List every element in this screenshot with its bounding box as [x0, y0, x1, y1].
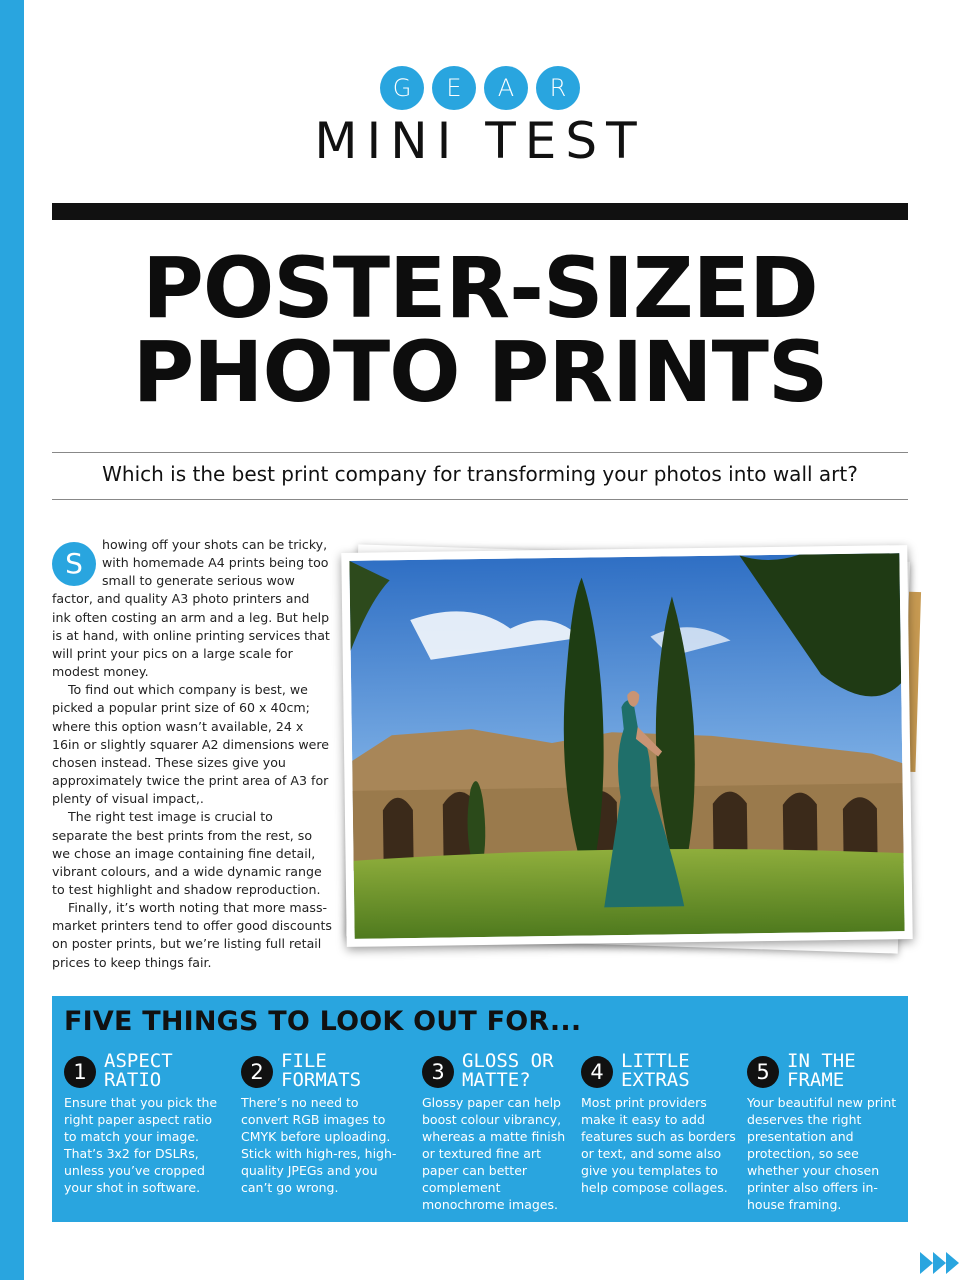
- photo-print-stack: [340, 545, 920, 965]
- test-photo: [341, 545, 912, 947]
- section-letter: E: [432, 66, 476, 110]
- tip-body: Ensure that you pick the right paper aspect ratio to match your image. That’s 3x2 for DSLRs, unless you’ve cropped your shot in software.: [64, 1095, 218, 1195]
- tip-number: 1: [64, 1056, 96, 1088]
- tip-heading: ASPECT RATIO: [104, 1050, 173, 1091]
- tip-heading: LITTLE EXTRAS: [621, 1050, 690, 1091]
- header-divider: [52, 203, 908, 220]
- standfirst: Which is the best print company for transforming your photos into wall art?: [102, 462, 858, 486]
- article-paragraph: howing off your shots can be tricky, with homemade A4 prints being too small to generate serious wow factor, and quality A3 photo printers and ink often costing an arm and a leg. But help is at hand, with online printing services that will print your pics on a large scale for modest money.: [52, 537, 330, 680]
- tip-heading: IN THE FRAME: [787, 1050, 856, 1091]
- article-paragraph: To find out which company is best, we picked a popular print size of 60 x 40cm; where this option wasn’t available, 24 x 16in or slightly squarer A2 dimensions were chosen instead. These sizes give you approximately twice the print area of A3 for plenty of visual impact,.: [52, 682, 330, 807]
- standfirst-rule-top: [52, 452, 908, 453]
- left-accent-bar: [0, 0, 24, 1280]
- tip-number: 3: [422, 1056, 454, 1088]
- tips-title: FIVE THINGS TO LOOK OUT FOR...: [64, 1006, 582, 1037]
- tip-number: 4: [581, 1056, 613, 1088]
- title-line-2: PHOTO PRINTS: [132, 323, 828, 421]
- section-letter: R: [536, 66, 580, 110]
- section-letter: G: [380, 66, 424, 110]
- tip-body: Glossy paper can help boost colour vibrancy, whereas a matte finish or textured fine art paper can better complement monochrome images.: [422, 1095, 566, 1212]
- section-letter: A: [484, 66, 528, 110]
- section-tag: [0, 66, 960, 110]
- tip-heading: GLOSS OR MATTE?: [462, 1050, 554, 1091]
- tip-body: There’s no need to convert RGB images to CMYK before uploading. Stick with high-res, high-quality JPEGs and you can’t go wrong.: [241, 1095, 397, 1195]
- tip-body: Your beautiful new print deserves the right presentation and protection, so see whether your chosen printer also offers in-house framing.: [747, 1095, 897, 1212]
- tip-number: 5: [747, 1056, 779, 1088]
- article-body: [52, 536, 332, 972]
- page-title: [0, 239, 960, 421]
- article-paragraph: The right test image is crucial to separate the best prints from the rest, so we chose an image containing fine detail, vibrant colours, and a wide dynamic range to test highlight and shadow reproduction.: [52, 809, 322, 897]
- drop-cap: S: [52, 542, 96, 586]
- tip-heading: FILE FORMATS: [281, 1050, 362, 1091]
- title-line-1: POSTER-SIZED: [142, 239, 818, 337]
- tips-box: [52, 996, 908, 1222]
- test-photo-image: [349, 553, 904, 939]
- triple-chevron-right-icon[interactable]: [920, 1252, 959, 1274]
- section-subtitle: MINI TEST: [314, 112, 646, 170]
- article-paragraph: Finally, it’s worth noting that more mass-market printers tend to offer good discounts on poster prints, but we’re listing full retail prices to keep things fair.: [52, 900, 332, 970]
- tip-body: Most print providers make it easy to add features such as borders or text, and some also give you templates to help compose collages.: [581, 1095, 736, 1195]
- tip-number: 2: [241, 1056, 273, 1088]
- standfirst-rule-bottom: [52, 499, 908, 500]
